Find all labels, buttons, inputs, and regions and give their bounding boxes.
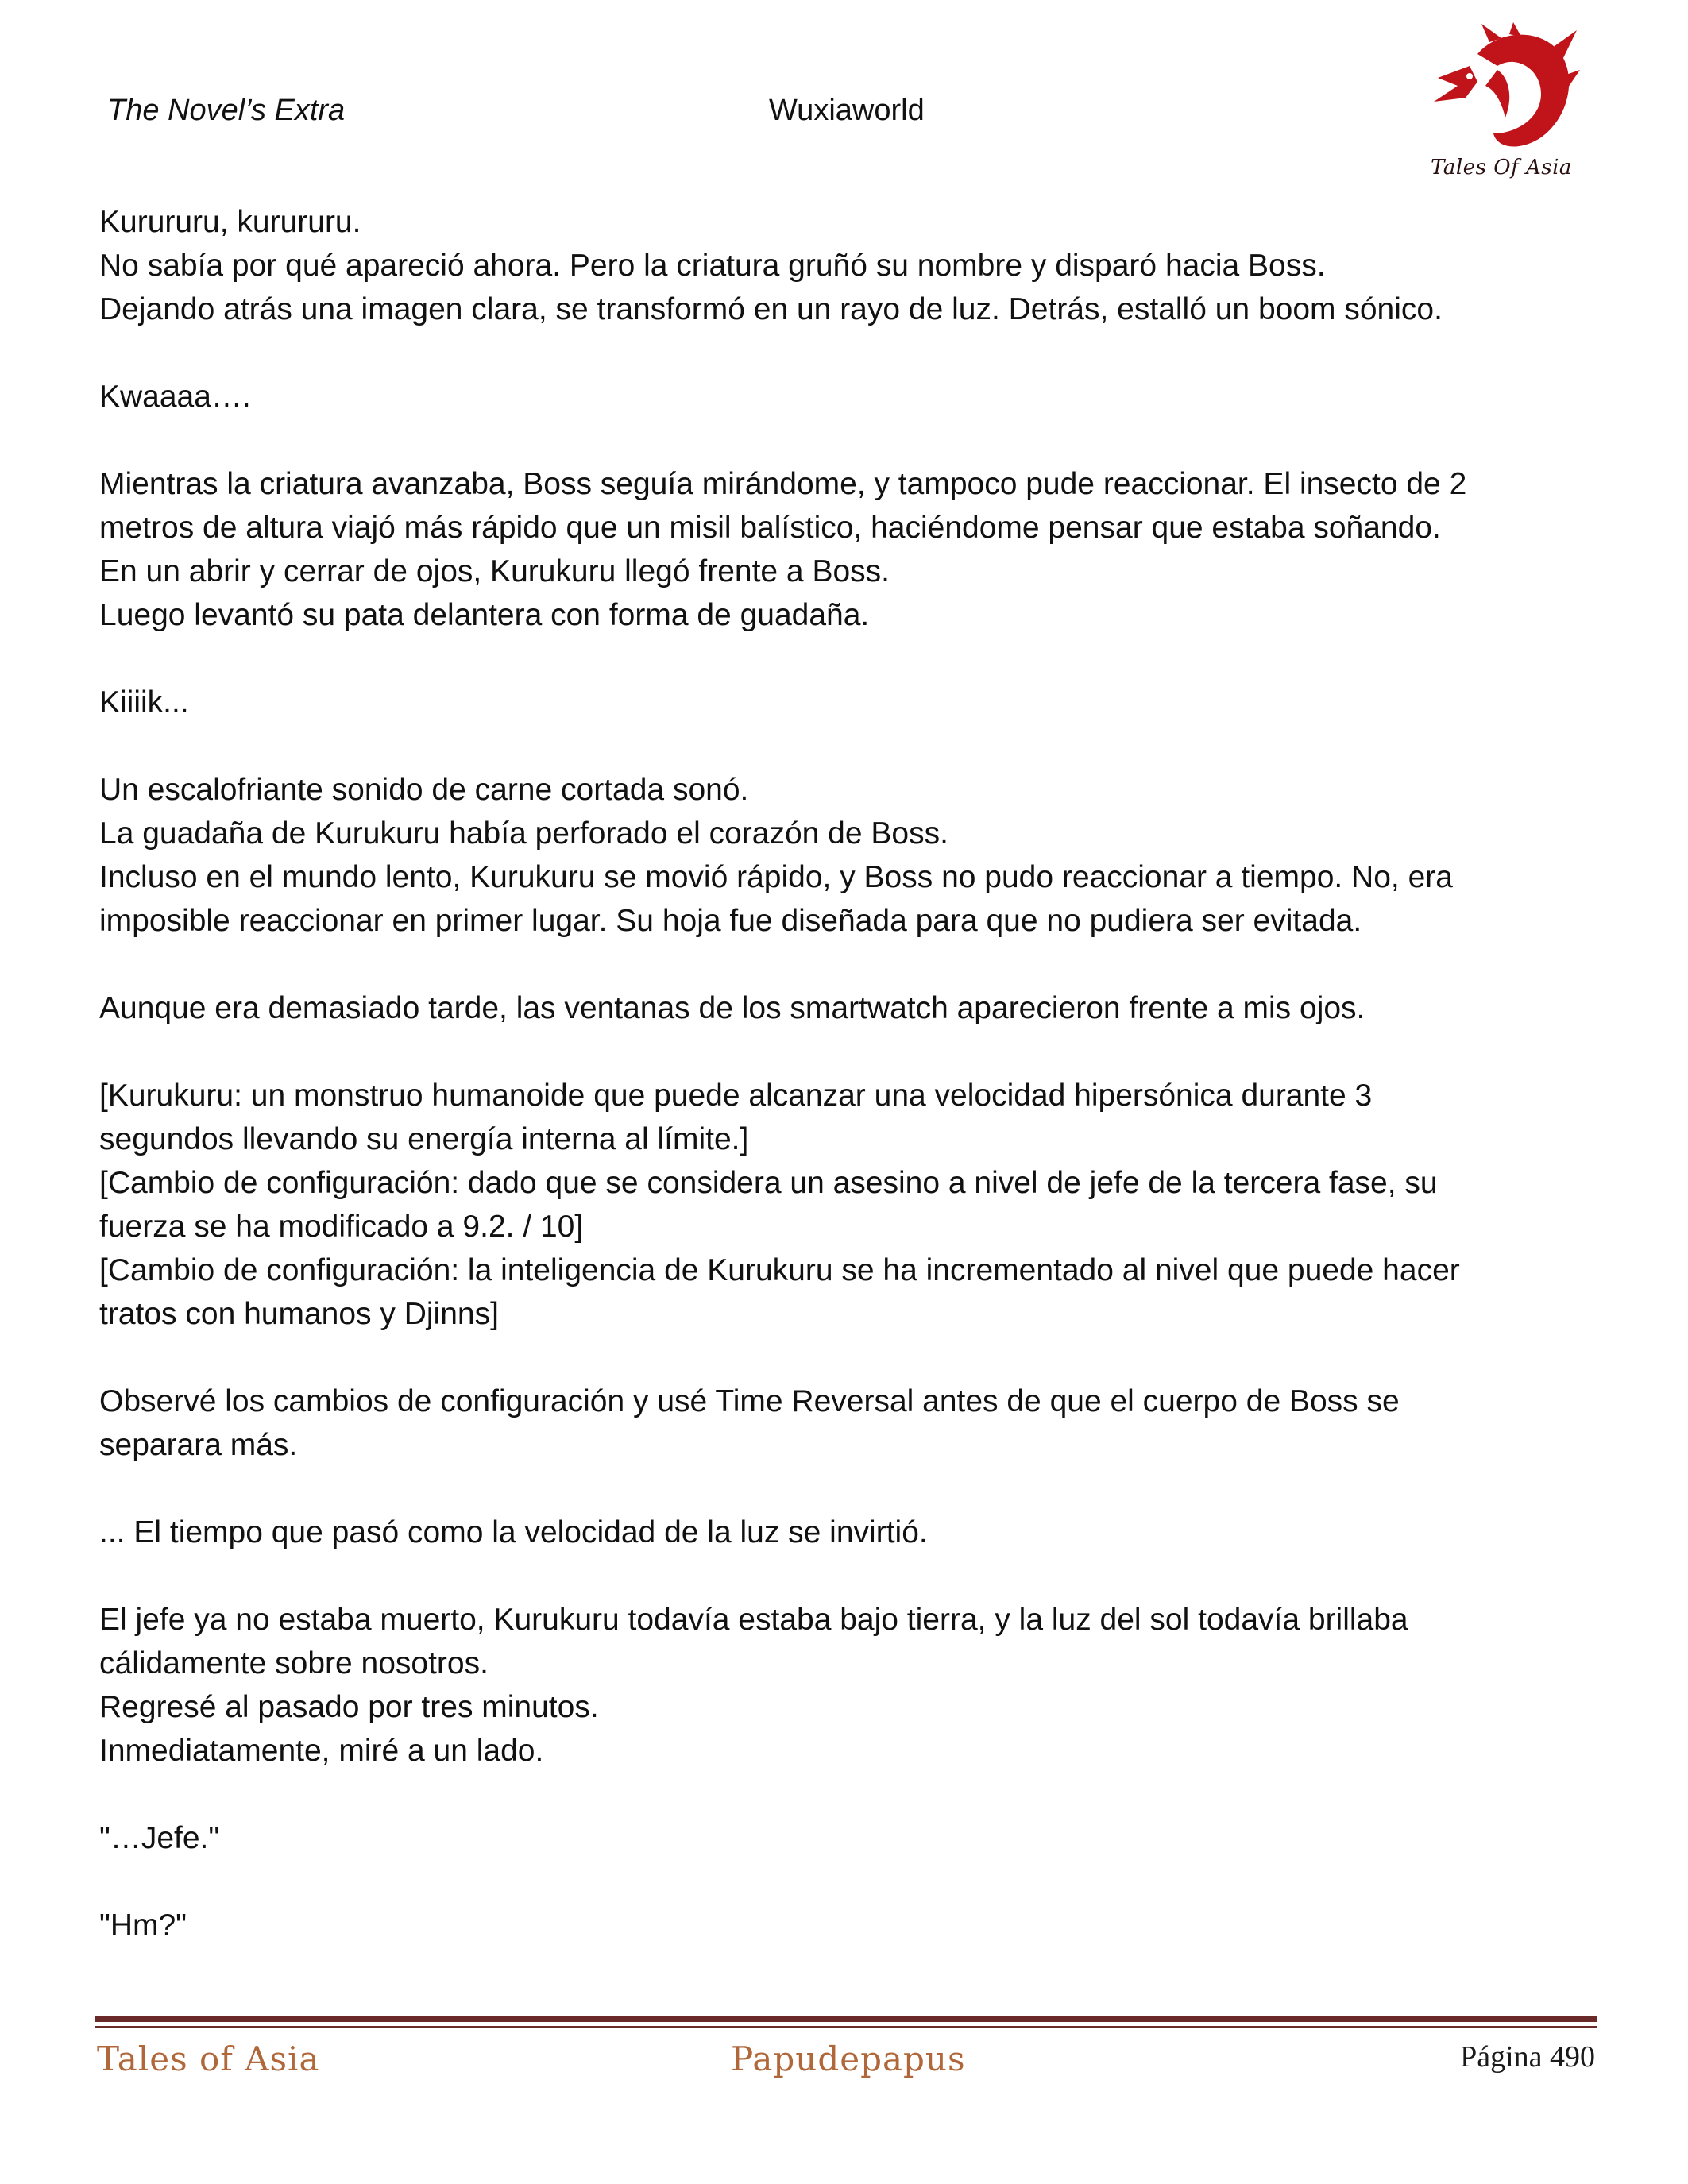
text-line: La guadaña de Kurukuru había perforado el corazón de Boss. — [99, 816, 948, 851]
tales-of-asia-logo — [1422, 22, 1581, 189]
text-line: Incluso en el mundo lento, Kurukuru se movió rápido, y Boss no pudo reaccionar a tiempo. No, era — [99, 860, 1453, 894]
page-number: Página 490 — [1460, 2040, 1595, 2074]
chapter-body — [99, 200, 1585, 1947]
text-line: cálidamente sobre nosotros. — [99, 1646, 489, 1680]
text-line: Aunque era demasiado tarde, las ventanas de los smartwatch aparecieron frente a mis ojos. — [99, 991, 1365, 1025]
paragraph — [99, 200, 1585, 331]
text-line: separara más. — [99, 1428, 298, 1462]
dragon-icon — [1422, 22, 1581, 157]
footer-rule-thin — [95, 2026, 1597, 2028]
text-line: metros de altura viajó más rápido que un misil balístico, haciéndome pensar que estaba soñando. — [99, 511, 1441, 545]
header-site-name: Wuxiaworld — [769, 94, 925, 127]
text-line: Mientras la criatura avanzaba, Boss seguía mirándome, y tampoco pude reaccionar. El insecto de 2 — [99, 467, 1467, 501]
text-line: [Cambio de configuración: dado que se considera un asesino a nivel de jefe de la tercera fase, su — [99, 1166, 1438, 1200]
text-line: segundos llevando su energía interna al límite.] — [99, 1122, 749, 1156]
paragraph — [99, 1598, 1585, 1773]
paragraph — [99, 1074, 1585, 1336]
text-line: El jefe ya no estaba muerto, Kurukuru todavía estaba bajo tierra, y la luz del sol todavía brillaba — [99, 1603, 1408, 1637]
text-line: Dejando atrás una imagen clara, se transformó en un rayo de luz. Detrás, estalló un boom sónico. — [99, 292, 1443, 326]
paragraph — [99, 1816, 1585, 1860]
paragraph — [99, 1904, 1585, 1947]
text-line: [Cambio de configuración: la inteligencia de Kurukuru se ha incrementado al nivel que puede hacer — [99, 1253, 1460, 1287]
logo-caption: Tales Of Asia — [1431, 156, 1572, 179]
paragraph — [99, 375, 1585, 419]
paragraph — [99, 1511, 1585, 1554]
text-line: ... El tiempo que pasó como la velocidad de la luz se invirtió. — [99, 1515, 928, 1549]
text-line: [Kurukuru: un monstruo humanoide que puede alcanzar una velocidad hipersónica durante 3 — [99, 1078, 1373, 1113]
paragraph — [99, 986, 1585, 1030]
footer-rule — [95, 2016, 1597, 2022]
text-line: Luego levantó su pata delantera con forma de guadaña. — [99, 598, 870, 632]
footer-site-name: Tales of Asia — [97, 2039, 320, 2078]
header-book-title: The Novel’s Extra — [107, 94, 346, 127]
paragraph — [99, 768, 1585, 943]
text-line: Un escalofriante sonido de carne cortada sonó. — [99, 773, 749, 807]
text-line: En un abrir y cerrar de ojos, Kurukuru llegó frente a Boss. — [99, 554, 890, 588]
text-line: Kiiiik... — [99, 685, 189, 720]
footer-translator: Papudepapus — [731, 2039, 966, 2078]
text-line: fuerza se ha modificado a 9.2. / 10] — [99, 1210, 584, 1244]
text-line: Kurururu, kurururu. — [99, 205, 361, 239]
text-line: tratos con humanos y Djinns] — [99, 1297, 499, 1331]
text-line: Kwaaaa…. — [99, 380, 251, 414]
text-line: No sabía por qué apareció ahora. Pero la criatura gruñó su nombre y disparó hacia Boss. — [99, 249, 1326, 283]
paragraph — [99, 681, 1585, 724]
paragraph — [99, 462, 1585, 637]
paragraph — [99, 1379, 1585, 1467]
text-line: imposible reaccionar en primer lugar. Su hoja fue diseñada para que no pudiera ser evitada. — [99, 904, 1362, 938]
text-line: "Hm?" — [99, 1908, 187, 1943]
text-line: Observé los cambios de configuración y usé Time Reversal antes de que el cuerpo de Boss se — [99, 1384, 1400, 1418]
text-line: Inmediatamente, miré a un lado. — [99, 1734, 544, 1768]
text-line: Regresé al pasado por tres minutos. — [99, 1690, 599, 1724]
text-line: "…Jefe." — [99, 1821, 220, 1855]
